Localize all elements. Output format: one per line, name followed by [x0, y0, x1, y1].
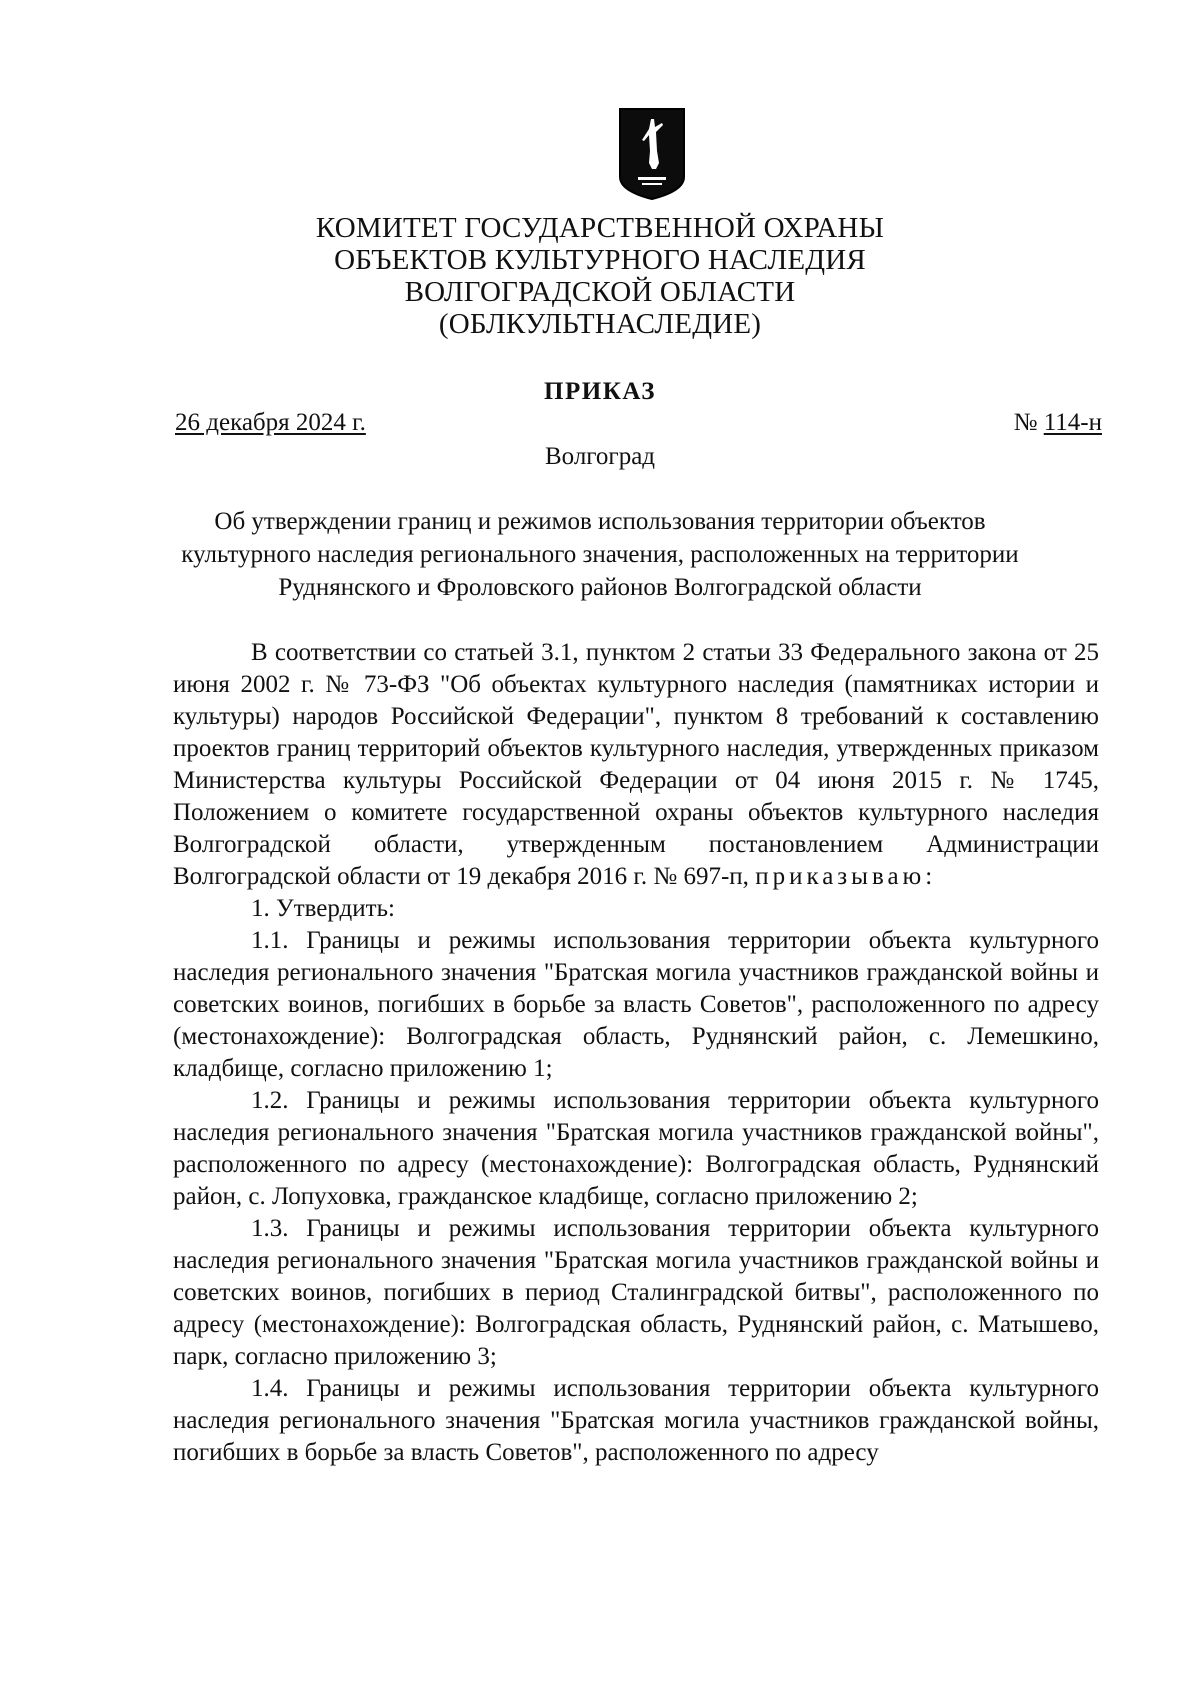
- preamble-text: В соответствии со статьей 3.1, пунктом 2 статьи 33 Федерального закона от 25 июня 2002 г. № 73-ФЗ "Об объектах культурного наследия (памятниках истории и культуры) народов Российской Федерации", пунктом 8 требований к составлению проектов границ территорий объектов культурного наследия, утвержденных приказом Министерства культуры Российской Федерации от 04 июня 2015 г. № 1745, Положением о комитете государственной охраны объектов культурного наследия Волгоградской области, утвержденным постановлением Администрации Волгоградской области от 19 декабря 2016 г. № 697-п,: [173, 639, 1099, 890]
- document-number: [1014, 409, 1102, 437]
- organization-name: [0, 212, 1200, 340]
- org-line-4: (ОБЛКУЛЬТНАСЛЕДИЕ): [438, 308, 762, 340]
- document-subject: [0, 505, 1200, 604]
- item-1-4: 1.4. Границы и режимы использования территории объекта культурного наследия регионального значения "Братская могила участников гражданской войны, погибших в борьбе за власть Советов", расположенного по адресу: [173, 1375, 1099, 1466]
- document-type: ПРИКАЗ: [544, 378, 656, 405]
- item-1-1: 1.1. Границы и режимы использования территории объекта культурного наследия регионального значения "Братская могила участников гражданской войны и советских воинов, погибших в борьбе за власть Советов", расположенного по адресу (местонахождение): Волгоградская область, Руднянский район, с. Лемешкино, кладбище, согласно приложению 1;: [173, 927, 1099, 1082]
- item-1: 1. Утвердить:: [251, 895, 395, 922]
- subject-line-3: Руднянского и Фроловского районов Волгоградской области: [278, 574, 922, 601]
- emblem-icon: [618, 107, 686, 201]
- number-sign: №: [1013, 409, 1038, 436]
- preamble-paragraph: [173, 637, 1099, 893]
- document-body: [173, 637, 1099, 1469]
- number-value: 114-н: [1043, 409, 1102, 436]
- org-line-1: КОМИТЕТ ГОСУДАРСТВЕННОЙ ОХРАНЫ: [315, 212, 885, 244]
- item-1-2: 1.2. Границы и режимы использования территории объекта культурного наследия регионального значения "Братская могила участников гражданской войны", расположенного по адресу (местонахождение): Волгоградская область, Руднянский район, с. Лопуховка, гражданское кладбище, согласно приложению 2;: [173, 1087, 1099, 1210]
- document-city: Волгоград: [544, 443, 656, 470]
- subject-line-1: Об утверждении границ и режимов использования территории объектов: [214, 508, 986, 535]
- item-1-3: 1.3. Границы и режимы использования территории объекта культурного наследия регионального значения "Братская могила участников гражданской войны и советских воинов, погибших в период Сталинградской битвы", расположенного по адресу (местонахождение): Волгоградская область, Руднянский район, с. Матышево, парк, согласно приложению 3;: [173, 1215, 1099, 1370]
- document-date: 26 декабря 2024 г.: [175, 409, 366, 436]
- org-line-3: ВОЛГОГРАДСКОЙ ОБЛАСТИ: [404, 276, 796, 308]
- subject-line-2: культурного наследия регионального значения, расположенных на территории: [181, 541, 1019, 568]
- org-line-2: ОБЪЕКТОВ КУЛЬТУРНОГО НАСЛЕДИЯ: [334, 244, 866, 276]
- order-word: приказываю:: [755, 863, 937, 890]
